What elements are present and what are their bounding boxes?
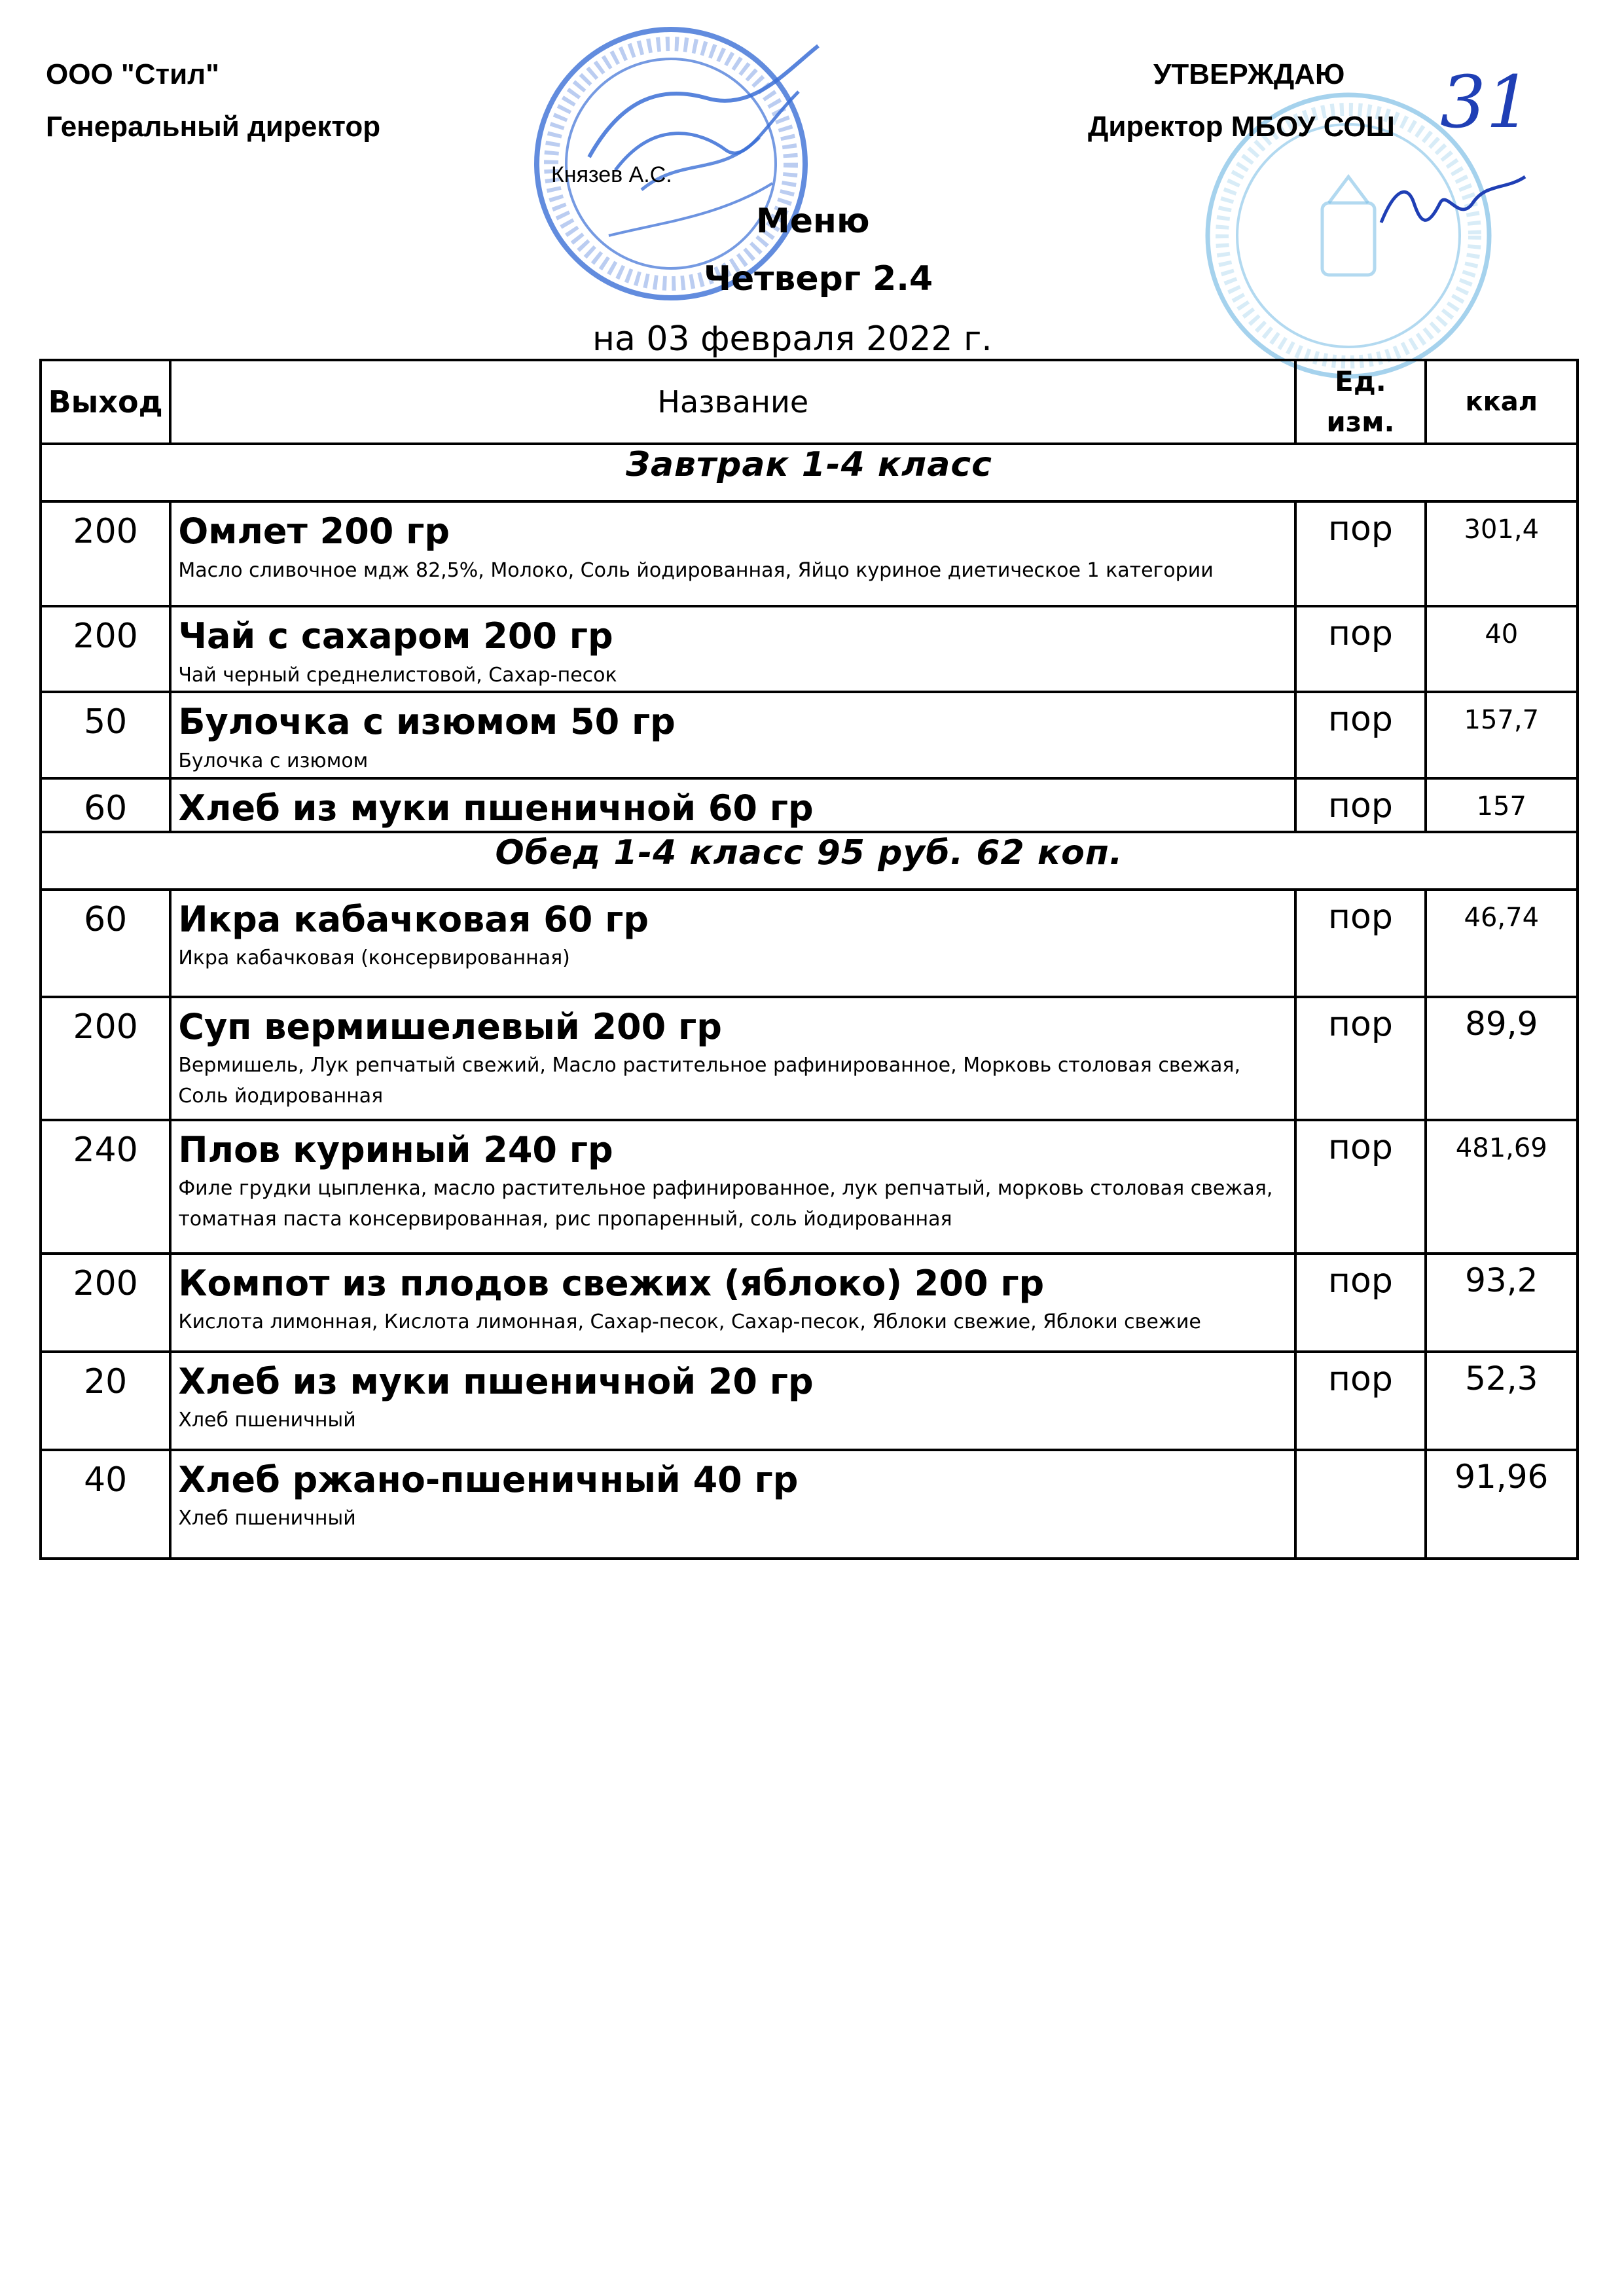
left-position: Генеральный директор <box>46 111 381 143</box>
kcal-cell: 481,69 <box>1426 1120 1578 1254</box>
yield-cell: 200 <box>41 1254 170 1352</box>
kcal-cell: 93,2 <box>1426 1254 1578 1352</box>
dish-cell <box>170 778 1295 832</box>
dish-name: Омлет 200 гр <box>178 511 450 552</box>
unit-cell: пор <box>1295 692 1425 778</box>
dish-name: Хлеб из муки пшеничной 60 гр <box>178 787 814 829</box>
dish-cell <box>170 501 1295 606</box>
dish-name: Хлеб ржано-пшеничный 40 гр <box>178 1458 799 1500</box>
dish-cell <box>170 1254 1295 1352</box>
dish-name: Компот из плодов свежих (яблоко) 200 гр <box>178 1262 1045 1304</box>
table-row <box>41 1352 1578 1450</box>
dish-name: Чай с сахаром 200 гр <box>178 615 613 657</box>
kcal-cell: 157 <box>1426 778 1578 832</box>
unit-cell: пор <box>1295 890 1425 997</box>
unit-cell: пор <box>1295 997 1425 1120</box>
dish-ingredients: Кислота лимонная, Кислота лимонная, Сахар-песок, Сахар-песок, Яблоки свежие, Яблоки свежие <box>178 1310 1201 1334</box>
dish-cell <box>170 1450 1295 1559</box>
yield-cell: 200 <box>41 997 170 1120</box>
company-name: ООО "Стил" <box>46 58 219 90</box>
unit-cell: пор <box>1295 1352 1425 1450</box>
column-header-unit: Ед. изм. <box>1295 360 1425 444</box>
dish-name: Плов куриный 240 гр <box>178 1129 613 1170</box>
dish-ingredients: Масло сливочное мдж 82,5%, Молоко, Соль йодированная, Яйцо куриное диетическое 1 категории <box>178 558 1214 582</box>
table-row <box>41 1254 1578 1352</box>
table-row <box>41 778 1578 832</box>
table-row <box>41 997 1578 1120</box>
unit-cell: пор <box>1295 501 1425 606</box>
signer-name: Князев А.С. <box>551 162 672 187</box>
dish-cell <box>170 890 1295 997</box>
column-header-yield: Выход <box>41 360 170 444</box>
kcal-cell: 52,3 <box>1426 1352 1578 1450</box>
menu-day: Четверг 2.4 <box>704 259 933 298</box>
yield-cell: 40 <box>41 1450 170 1559</box>
unit-cell: пор <box>1295 778 1425 832</box>
yield-cell: 60 <box>41 890 170 997</box>
dish-name: Суп вермишелевый 200 гр <box>178 1005 722 1047</box>
menu-date: на 03 февраля 2022 г. <box>592 319 992 359</box>
yield-cell: 60 <box>41 778 170 832</box>
kcal-cell: 46,74 <box>1426 890 1578 997</box>
yield-cell: 50 <box>41 692 170 778</box>
kcal-cell: 89,9 <box>1426 997 1578 1120</box>
dish-name: Булочка с изюмом 50 гр <box>178 701 676 743</box>
yield-cell: 200 <box>41 606 170 692</box>
dish-ingredients: Чай черный среднелистовой, Сахар-песок <box>178 663 617 687</box>
approval-heading: УТВЕРЖДАЮ <box>1153 58 1345 90</box>
yield-cell: 240 <box>41 1120 170 1254</box>
section-title: Завтрак 1-4 класс <box>41 444 1578 501</box>
table-row <box>41 606 1578 692</box>
dish-ingredients: Хлеб пшеничный <box>178 1507 356 1530</box>
kcal-cell: 157,7 <box>1426 692 1578 778</box>
director-signature <box>1375 164 1532 242</box>
unit-cell: пор <box>1295 1254 1425 1352</box>
column-header-name: Название <box>170 360 1295 444</box>
dish-cell <box>170 997 1295 1120</box>
section-row <box>41 832 1578 890</box>
section-row <box>41 444 1578 501</box>
dish-cell <box>170 1120 1295 1254</box>
right-position: Директор МБОУ СОШ <box>1088 111 1395 143</box>
kcal-cell: 301,4 <box>1426 501 1578 606</box>
dish-name: Хлеб из муки пшеничной 20 гр <box>178 1360 814 1402</box>
dish-cell <box>170 692 1295 778</box>
kcal-cell: 91,96 <box>1426 1450 1578 1559</box>
table-row <box>41 501 1578 606</box>
yield-cell: 200 <box>41 501 170 606</box>
table-row <box>41 890 1578 997</box>
page-title: Меню <box>756 202 870 241</box>
yield-cell: 20 <box>41 1352 170 1450</box>
dish-ingredients: Хлеб пшеничный <box>178 1409 356 1432</box>
table-row <box>41 692 1578 778</box>
dish-ingredients: Икра кабачковая (консервированная) <box>178 947 570 970</box>
section-title: Обед 1-4 класс 95 руб. 62 коп. <box>41 832 1578 890</box>
column-header-kcal: ккал <box>1426 360 1578 444</box>
dish-ingredients: Булочка с изюмом <box>178 750 369 773</box>
kcal-cell: 40 <box>1426 606 1578 692</box>
unit-cell: пор <box>1295 1120 1425 1254</box>
dish-ingredients: Вермишель, Лук репчатый свежий, Масло растительное рафинированное, Морковь столовая свежая, Соль йодированная <box>178 1054 1240 1108</box>
dish-cell <box>170 1352 1295 1450</box>
dish-name: Икра кабачковая 60 гр <box>178 898 649 940</box>
table-header-row <box>41 360 1578 444</box>
table-row <box>41 1120 1578 1254</box>
unit-cell <box>1295 1450 1425 1559</box>
dish-ingredients: Филе грудки цыпленка, масло растительное рафинированное, лук репчатый, морковь столовая свежая, томатная паста консервированная, рис пропаренный, соль йодированная <box>178 1177 1273 1231</box>
dish-cell <box>170 606 1295 692</box>
menu-table <box>39 359 1579 1560</box>
handwritten-number: 31 <box>1440 60 1532 144</box>
table-row <box>41 1450 1578 1559</box>
unit-cell: пор <box>1295 606 1425 692</box>
